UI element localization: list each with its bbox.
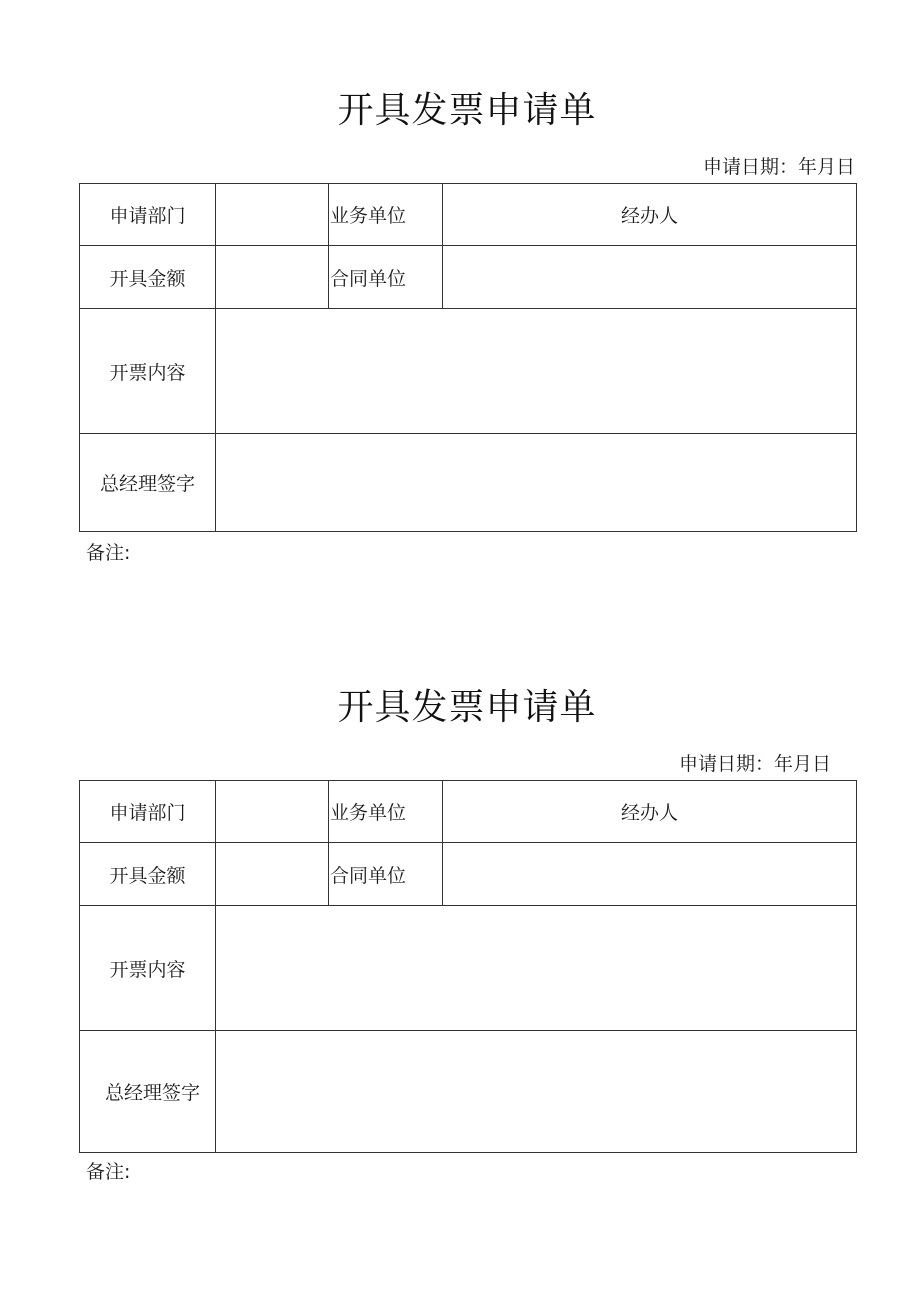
- form-table: [79, 183, 857, 532]
- amount-field[interactable]: [216, 246, 329, 309]
- business-unit-label: 业务单位: [329, 781, 443, 843]
- contract-unit-field[interactable]: [443, 246, 857, 309]
- contract-unit-label: 合同单位: [329, 843, 443, 906]
- gm-sign-label: 总经理签字: [80, 434, 216, 532]
- dept-field[interactable]: [216, 184, 329, 246]
- gm-sign-label: 总经理签字: [80, 1031, 216, 1153]
- gm-sign-field[interactable]: [216, 434, 857, 532]
- form-table: [79, 780, 857, 1153]
- handler-label[interactable]: 经办人: [443, 184, 857, 246]
- dept-label: 申请部门: [80, 781, 216, 843]
- note-label: 备注:: [86, 542, 131, 564]
- amount-label: 开具金额: [80, 843, 216, 906]
- note-label: 备注:: [86, 1161, 131, 1183]
- business-unit-label: 业务单位: [329, 184, 443, 246]
- form-title: 开具发票申请单: [337, 90, 597, 131]
- amount-label: 开具金额: [80, 246, 216, 309]
- gm-sign-field[interactable]: [216, 1031, 857, 1153]
- content-field[interactable]: [216, 309, 857, 434]
- contract-unit-field[interactable]: [443, 843, 857, 906]
- content-label: 开票内容: [80, 309, 216, 434]
- handler-label[interactable]: 经办人: [443, 781, 857, 843]
- amount-field[interactable]: [216, 843, 329, 906]
- application-date: 申请日期：年月日: [678, 753, 831, 775]
- dept-label: 申请部门: [80, 184, 216, 246]
- form-title: 开具发票申请单: [337, 687, 597, 728]
- content-field[interactable]: [216, 906, 857, 1031]
- contract-unit-label: 合同单位: [329, 246, 443, 309]
- dept-field[interactable]: [216, 781, 329, 843]
- content-label: 开票内容: [80, 906, 216, 1031]
- application-date: 申请日期：年月日: [702, 156, 855, 178]
